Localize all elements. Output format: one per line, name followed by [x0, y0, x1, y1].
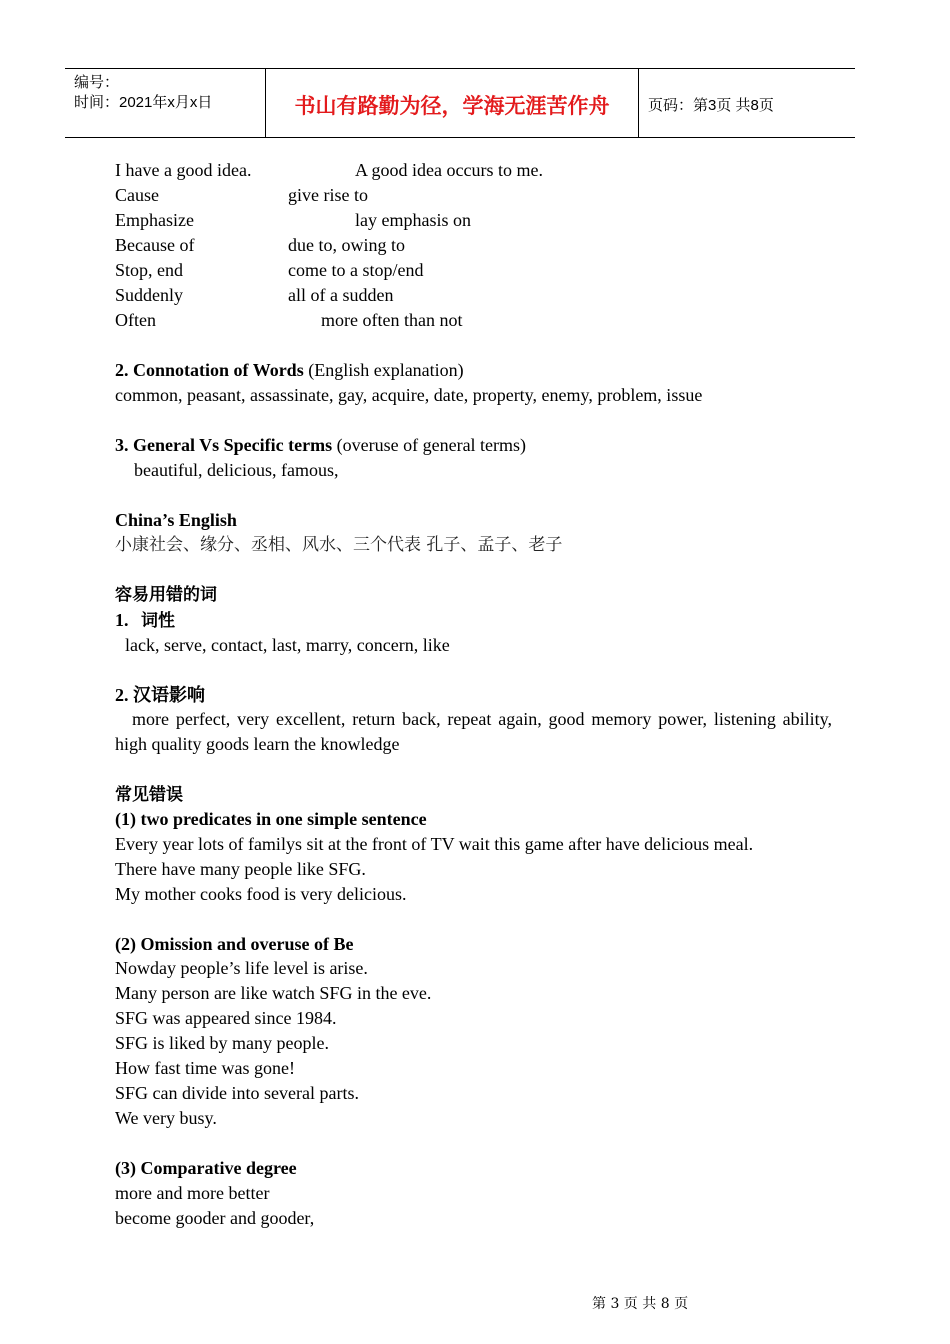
- header-motto-cell: [265, 69, 639, 137]
- part-of-speech-number: 1.: [115, 610, 129, 630]
- china-english-heading: China’s English: [115, 510, 237, 530]
- error-example: My mother cooks food is very delicious.: [115, 884, 407, 904]
- connotation-words: common, peasant, assassinate, gay, acquire, date, property, enemy, problem, issue: [115, 385, 703, 405]
- header-id-label: 编号：: [74, 74, 120, 91]
- error-section-heading: (3) Comparative degree: [115, 1158, 297, 1178]
- error-example: SFG can divide into several parts.: [115, 1083, 359, 1103]
- page-header: [65, 68, 855, 138]
- phrase-left: Because of: [115, 235, 195, 255]
- phrase-left: Suddenly: [115, 285, 184, 305]
- phrase-left: Stop, end: [115, 260, 184, 280]
- header-page-label: 页码：第3页 共8页: [648, 97, 774, 114]
- phrase-right: lay emphasis on: [355, 210, 471, 230]
- part-of-speech-title: 词性: [141, 611, 175, 631]
- phrase-right: come to a stop/end: [288, 260, 424, 280]
- error-example: become gooder and gooder,: [115, 1208, 315, 1228]
- phrase-right: more often than not: [321, 310, 463, 330]
- connotation-heading: 2. Connotation of Words: [115, 360, 304, 380]
- connotation-note: (English explanation): [303, 360, 464, 380]
- misused-words-heading: 容易用错的词: [115, 585, 217, 605]
- header-meta: [65, 69, 266, 137]
- general-specific-heading-line: [115, 433, 526, 458]
- connotation-heading-line: [115, 358, 464, 383]
- phrase-left: I have a good idea.: [115, 160, 252, 180]
- phrase-right: all of a sudden: [288, 285, 394, 305]
- error-example: more and more better: [115, 1183, 270, 1203]
- chinese-influence-heading: 2. 汉语影响: [115, 685, 205, 705]
- error-example: We very busy.: [115, 1108, 217, 1128]
- error-example: Nowday people’s life level is arise.: [115, 958, 368, 978]
- phrase-right: A good idea occurs to me.: [355, 160, 543, 180]
- header-page-cell: [639, 69, 855, 137]
- error-section-heading: (1) two predicates in one simple sentence: [115, 809, 427, 829]
- common-errors-heading: 常见错误: [115, 785, 183, 805]
- phrase-right: give rise to: [288, 185, 368, 205]
- phrase-left: Often: [115, 310, 156, 330]
- error-example: SFG is liked by many people.: [115, 1033, 329, 1053]
- error-example: How fast time was gone!: [115, 1058, 295, 1078]
- header-motto: 书山有路勤为径，学海无涯苦作舟: [294, 94, 610, 118]
- part-of-speech-heading: [115, 608, 175, 634]
- phrase-left: Emphasize: [115, 210, 194, 230]
- part-of-speech-words: lack, serve, contact, last, marry, concern, like: [125, 635, 450, 655]
- error-example: Many person are like watch SFG in the eve.: [115, 983, 432, 1003]
- error-example: SFG was appeared since 1984.: [115, 1008, 337, 1028]
- error-section-heading: (2) Omission and overuse of Be: [115, 934, 354, 954]
- header-time-label: 时间：2021年x月x日: [74, 94, 213, 111]
- china-english-words: 小康社会、缘分、丞相、风水、三个代表 孔子、孟子、老子: [115, 535, 563, 555]
- chinese-influence-text: more perfect, very excellent, return back, repeat again, good memory power, listening ability, high quality goods learn the knowledge: [115, 709, 832, 754]
- phrase-left: Cause: [115, 185, 159, 205]
- error-example: There have many people like SFG.: [115, 859, 366, 879]
- general-specific-note: (overuse of general terms): [332, 435, 527, 455]
- general-specific-heading: 3. General Vs Specific terms: [115, 435, 333, 455]
- phrase-right: due to, owing to: [288, 235, 405, 255]
- error-example: Every year lots of familys sit at the front of TV wait this game after have delicious meal.: [115, 834, 754, 854]
- page-footer: 第 3 页 共 8 页: [592, 1296, 689, 1312]
- general-specific-words: beautiful, delicious, famous,: [134, 460, 339, 480]
